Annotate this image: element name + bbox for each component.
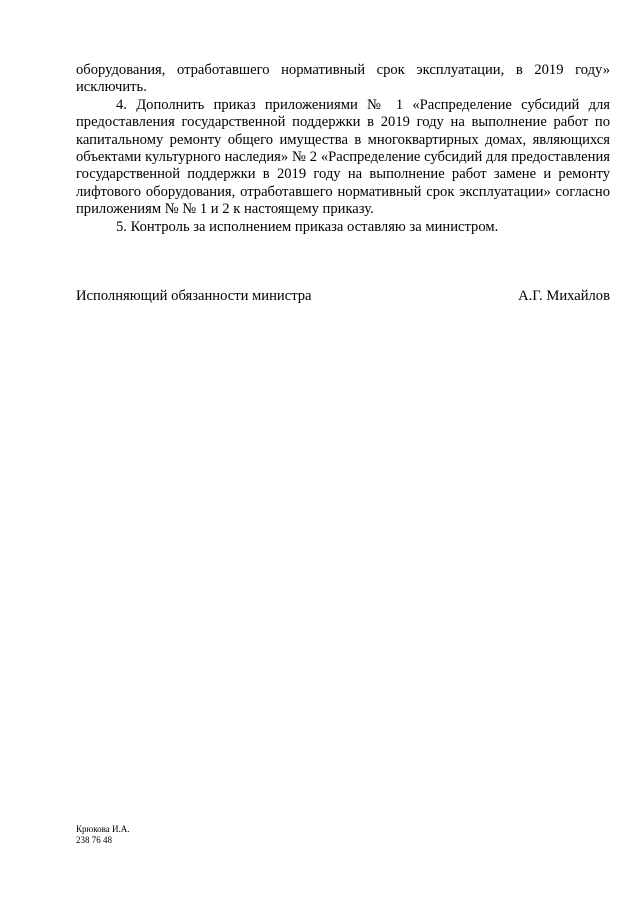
signatory-name: А.Г. Михайлов [518, 288, 610, 304]
signature-block [76, 288, 610, 305]
executor-name: Крюкова И.А. [76, 824, 130, 834]
document-body [76, 62, 610, 236]
paragraph-item-4: 4. Дополнить приказ приложениями № 1 «Распределение субсидий для предоставления государственной поддержки в 2019 году на выполнение работ по капитальному ремонту общего имущества в многоквартирных домах, являющихся объектами культурного наследия» № 2 «Распределение субсидий для предоставления государственной поддержки в 2019 году на выполнение работ замене и ремонту лифтового оборудования, отработавшего нормативный срок эксплуатации» согласно приложениям № № 1 и 2 к настоящему приказу. [76, 96, 610, 218]
signatory-position: Исполняющий обязанности министра [76, 288, 312, 304]
executor-phone: 238 76 48 [76, 835, 112, 845]
executor-footer [76, 824, 130, 846]
paragraph-item-5: 5. Контроль за исполнением приказа оставляю за министром. [116, 218, 499, 235]
paragraph-continuation: оборудования, отработавшего нормативный срок эксплуатации, в 2019 году» исключить. [76, 62, 610, 96]
